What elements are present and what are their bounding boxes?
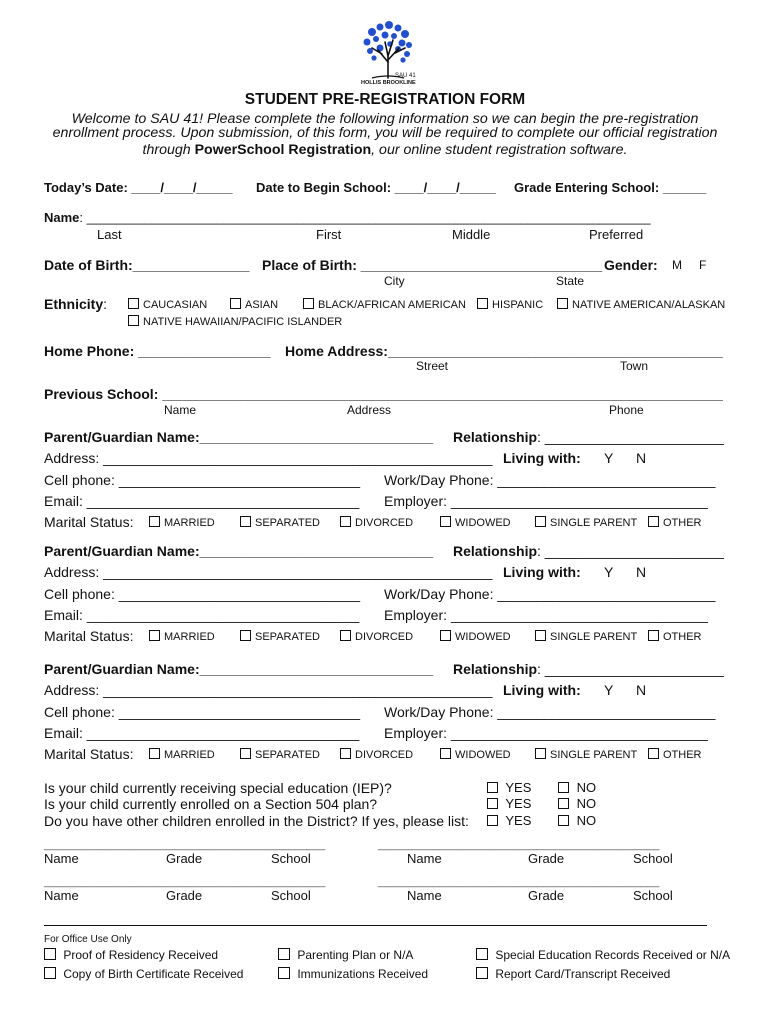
name-label: Name	[44, 210, 80, 225]
checkbox-icon[interactable]	[44, 948, 56, 960]
ethnicity-colon: :	[103, 296, 108, 312]
guardian-1-relationship-field[interactable]	[453, 430, 724, 444]
siblings-yes[interactable]	[487, 814, 531, 827]
checkbox-icon[interactable]	[340, 748, 351, 759]
guardian-2-marital-married-label: MARRIED	[164, 631, 215, 643]
home-address-field[interactable]: Home Address:___________________________________________	[285, 343, 723, 359]
guardian-2-marital-label: Marital Status:	[44, 628, 134, 644]
sibling-col-school-1: School	[271, 851, 311, 866]
checkbox-icon[interactable]	[128, 298, 139, 309]
name-field[interactable]	[44, 211, 651, 224]
guardian-1-email-field[interactable]: Email: ___________________________________	[44, 493, 360, 509]
prev-sub-phone: Phone	[609, 403, 644, 417]
office-residency-label: Proof of Residency Received	[63, 948, 219, 962]
guardian-3-marital-widowed-label: WIDOWED	[455, 749, 511, 761]
sibling-line-2-right[interactable]: ______________________________________________	[378, 876, 660, 888]
guardian-3-marital-other-label: OTHER	[663, 749, 702, 761]
sibling-col-school-4: School	[633, 888, 673, 903]
grade-entering-field[interactable]: Grade Entering School: ______	[514, 180, 707, 195]
guardian-2-employer-field[interactable]: Employer: _________________________________	[384, 607, 708, 623]
office-sped-records-label: Special Education Records Received or N/A	[495, 948, 731, 962]
iep-no-label: NO	[576, 780, 597, 795]
office-immunizations[interactable]	[278, 967, 428, 980]
checkbox-icon[interactable]	[476, 967, 488, 979]
iep-yes-label: YES	[505, 780, 532, 795]
checkbox-icon[interactable]	[487, 798, 498, 809]
name-line: : ______________________________________________________________________________	[79, 210, 651, 225]
ethnicity-label-text: Ethnicity	[44, 296, 104, 312]
name-sub-last: Last	[97, 227, 122, 242]
siblings-yes-label: YES	[505, 813, 532, 828]
guardian-1-cell-field[interactable]: Cell phone: _______________________________	[44, 472, 361, 488]
guardian-3-employer-field[interactable]: Employer: _________________________________	[384, 725, 708, 741]
checkbox-icon[interactable]	[440, 630, 451, 641]
gender-m[interactable]: M	[672, 258, 682, 272]
checkbox-icon[interactable]	[648, 630, 659, 641]
office-divider	[44, 925, 707, 926]
siblings-no[interactable]	[558, 814, 596, 827]
guardian-2-relationship-label: Relationship	[453, 543, 538, 559]
home-phone-field[interactable]: Home Phone: _________________	[44, 343, 271, 359]
checkbox-icon[interactable]	[558, 815, 569, 826]
todays-date-field[interactable]: Today’s Date: ____/____/_____	[44, 180, 233, 195]
guardian-2-email-field[interactable]: Email: ___________________________________	[44, 607, 360, 623]
pob-field[interactable]: Place of Birth: _______________________________	[262, 257, 603, 273]
checkbox-icon[interactable]	[303, 298, 314, 309]
name-sub-first: First	[316, 227, 342, 242]
checkbox-icon[interactable]	[558, 782, 569, 793]
sibling-col-grade-1: Grade	[166, 851, 203, 866]
prev-sub-name: Name	[164, 403, 197, 417]
guardian-3-living-no[interactable]: N	[636, 682, 647, 698]
ethnicity-label	[44, 297, 107, 311]
checkbox-icon[interactable]	[487, 815, 498, 826]
guardian-3-address-field[interactable]: Address: __________________________________________________	[44, 682, 493, 698]
checkbox-icon[interactable]	[476, 948, 488, 960]
guardian-3-marital-label: Marital Status:	[44, 746, 134, 762]
checkbox-icon[interactable]	[149, 630, 160, 641]
guardian-1-address-field[interactable]: Address: __________________________________________________	[44, 450, 493, 466]
begin-date-field[interactable]: Date to Begin School: ____/____/_____	[256, 180, 496, 195]
guardian-3-marital-separated-label: SEPARATED	[255, 749, 320, 761]
guardian-3-marital-other[interactable]	[648, 748, 702, 761]
pob-sub-state: State	[556, 274, 585, 288]
guardian-3-marital-married-label: MARRIED	[164, 749, 215, 761]
intro-line-3-start: through	[142, 142, 195, 158]
form-title: STUDENT PRE-REGISTRATION FORM	[244, 91, 526, 108]
guardian-3-marital-single-parent-label: SINGLE PARENT	[550, 749, 638, 761]
guardian-2-marital-divorced[interactable]	[340, 630, 413, 643]
pob-sub-city: City	[384, 274, 405, 288]
guardian-3-name-field[interactable]: Parent/Guardian Name:______________________________	[44, 661, 434, 677]
guardian-3-living-yes[interactable]: Y	[604, 682, 614, 698]
sibling-col-name-3: Name	[44, 888, 79, 903]
intro-powerschool: PowerSchool Registration	[194, 142, 372, 158]
guardian-3-marital-single-parent[interactable]	[535, 748, 637, 761]
guardian-1-living-yes[interactable]: Y	[604, 450, 614, 466]
question-siblings: Do you have other children enrolled in the District? If yes, please list:	[44, 813, 469, 829]
previous-school-field[interactable]: Previous School: ________________________________________________________________________	[44, 386, 723, 402]
intro-line-2: enrollment process. Upon submission, of this form, you will be required to complete our official registration	[52, 125, 718, 141]
guardian-1-marital-divorced-label: DIVORCED	[355, 517, 414, 529]
gender-label: Gender:	[604, 257, 658, 273]
sibling-line-1-right[interactable]: ______________________________________________	[378, 839, 660, 851]
guardian-3-relationship-label: Relationship	[453, 661, 538, 677]
checkbox-icon[interactable]	[240, 516, 251, 527]
sibling-col-grade-4: Grade	[528, 888, 565, 903]
office-report-card-label: Report Card/Transcript Received	[495, 967, 671, 981]
checkbox-icon[interactable]	[487, 782, 498, 793]
guardian-2-marital-widowed-label: WIDOWED	[455, 631, 511, 643]
intro-line-3-end: , our online student registration software.	[371, 142, 628, 158]
guardian-1-marital-single-parent[interactable]	[535, 516, 637, 529]
ethnicity-hawaiian[interactable]	[128, 315, 342, 328]
guardian-1-marital-married-label: MARRIED	[164, 517, 215, 529]
iep-no[interactable]	[558, 781, 596, 794]
sibling-col-name-4: Name	[407, 888, 442, 903]
guardian-3-relationship-line: : _______________________	[537, 661, 724, 677]
dob-field[interactable]: Date of Birth:_______________	[44, 257, 250, 273]
checkbox-icon[interactable]	[648, 748, 659, 759]
checkbox-icon[interactable]	[278, 948, 290, 960]
guardian-2-living-yes[interactable]: Y	[604, 564, 614, 580]
guardian-1-marital-married[interactable]	[149, 516, 215, 529]
question-504: Is your child currently enrolled on a Section 504 plan?	[44, 796, 378, 812]
checkbox-icon[interactable]	[535, 630, 546, 641]
guardian-2-work-phone-field[interactable]: Work/Day Phone: ____________________________	[384, 586, 716, 602]
checkbox-icon[interactable]	[535, 516, 546, 527]
checkbox-icon[interactable]	[557, 298, 568, 309]
504-yes-label: YES	[505, 796, 532, 811]
siblings-no-label: NO	[576, 813, 597, 828]
guardian-3-relationship-field[interactable]	[453, 662, 724, 676]
guardian-1-marital-widowed-label: WIDOWED	[455, 517, 511, 529]
guardian-1-marital-separated-label: SEPARATED	[255, 517, 320, 529]
office-parenting-plan-label: Parenting Plan or N/A	[297, 948, 414, 962]
guardian-1-marital-single-parent-label: SINGLE PARENT	[550, 517, 638, 529]
guardian-3-marital-widowed[interactable]	[440, 748, 511, 761]
sibling-col-grade-2: Grade	[528, 851, 565, 866]
guardian-3-email-field[interactable]: Email: ___________________________________	[44, 725, 360, 741]
address-sub-street: Street	[416, 359, 449, 373]
office-birth-cert-label: Copy of Birth Certificate Received	[63, 967, 244, 981]
guardian-3-work-phone-field[interactable]: Work/Day Phone: ____________________________	[384, 704, 716, 720]
name-sub-preferred: Preferred	[589, 227, 644, 242]
sibling-col-grade-3: Grade	[166, 888, 203, 903]
logo-district-text: HOLLIS BROOKLINE	[361, 80, 416, 86]
guardian-2-marital-separated-label: SEPARATED	[255, 631, 320, 643]
guardian-2-marital-married[interactable]	[149, 630, 215, 643]
504-no[interactable]	[558, 797, 596, 810]
ethnicity-caucasian[interactable]	[128, 298, 207, 311]
sibling-col-name-2: Name	[407, 851, 442, 866]
guardian-2-relationship-line: : _______________________	[537, 543, 724, 559]
office-birth-cert[interactable]	[44, 967, 243, 980]
guardian-2-marital-separated[interactable]	[240, 630, 320, 643]
guardian-1-relationship-label: Relationship	[453, 429, 538, 445]
guardian-1-marital-other-label: OTHER	[663, 517, 702, 529]
gender-f[interactable]: F	[699, 258, 707, 272]
ethnicity-label-caucasian: CAUCASIAN	[143, 299, 208, 311]
guardian-1-work-phone-field[interactable]: Work/Day Phone: ____________________________	[384, 472, 716, 488]
guardian-2-marital-divorced-label: DIVORCED	[355, 631, 414, 643]
guardian-2-name-field[interactable]: Parent/Guardian Name:______________________________	[44, 543, 434, 559]
office-report-card[interactable]	[476, 967, 670, 980]
guardian-2-marital-single-parent[interactable]	[535, 630, 637, 643]
guardian-2-marital-single-parent-label: SINGLE PARENT	[550, 631, 638, 643]
checkbox-icon[interactable]	[340, 516, 351, 527]
guardian-1-marital-other[interactable]	[648, 516, 702, 529]
guardian-1-marital-widowed[interactable]	[440, 516, 511, 529]
address-sub-town: Town	[620, 359, 649, 373]
guardian-2-relationship-field[interactable]	[453, 544, 724, 558]
sibling-col-name-1: Name	[44, 851, 79, 866]
checkbox-icon[interactable]	[648, 516, 659, 527]
ethnicity-label-hispanic: HISPANIC	[492, 299, 544, 311]
checkbox-icon[interactable]	[535, 748, 546, 759]
checkbox-icon[interactable]	[340, 630, 351, 641]
office-immunizations-label: Immunizations Received	[297, 967, 429, 981]
checkbox-icon[interactable]	[278, 967, 290, 979]
office-sped-records[interactable]	[476, 948, 730, 961]
intro-line-1: Welcome to SAU 41! Please complete the following information so we can begin the pre-registration	[71, 111, 699, 127]
504-yes[interactable]	[487, 797, 531, 810]
guardian-1-marital-separated[interactable]	[240, 516, 320, 529]
guardian-1-employer-field[interactable]: Employer: _________________________________	[384, 493, 708, 509]
office-use-label: For Office Use Only	[44, 934, 132, 945]
sibling-col-school-2: School	[633, 851, 673, 866]
guardian-2-living-no[interactable]: N	[636, 564, 647, 580]
guardian-2-cell-field[interactable]: Cell phone: _______________________________	[44, 586, 361, 602]
iep-yes[interactable]	[487, 781, 531, 794]
office-parenting-plan[interactable]	[278, 948, 413, 961]
ethnicity-native-american[interactable]	[557, 298, 725, 311]
prev-sub-address: Address	[347, 403, 392, 417]
checkbox-icon[interactable]	[477, 298, 488, 309]
ethnicity-hispanic[interactable]	[477, 298, 543, 311]
question-iep: Is your child currently receiving special education (IEP)?	[44, 780, 392, 796]
guardian-2-address-field[interactable]: Address: __________________________________________________	[44, 564, 493, 580]
name-sub-middle: Middle	[452, 227, 491, 242]
office-residency[interactable]	[44, 948, 218, 961]
sibling-line-1-left[interactable]: ______________________________________________	[44, 839, 326, 851]
guardian-3-marital-married[interactable]	[149, 748, 215, 761]
guardian-2-marital-other-label: OTHER	[663, 631, 702, 643]
guardian-3-marital-divorced-label: DIVORCED	[355, 749, 414, 761]
guardian-1-relationship-line: : _______________________	[537, 429, 724, 445]
intro-line-3	[40, 141, 730, 160]
checkbox-icon[interactable]	[440, 748, 451, 759]
ethnicity-label-hawaiian: NATIVE HAWAIIAN/PACIFIC ISLANDER	[143, 316, 343, 328]
checkbox-icon[interactable]	[240, 748, 251, 759]
guardian-3-cell-field[interactable]: Cell phone: _______________________________	[44, 704, 361, 720]
sibling-col-school-3: School	[271, 888, 311, 903]
checkbox-icon[interactable]	[240, 630, 251, 641]
checkbox-icon[interactable]	[558, 798, 569, 809]
guardian-2-marital-widowed[interactable]	[440, 630, 511, 643]
guardian-2-marital-other[interactable]	[648, 630, 702, 643]
guardian-1-living-with-label: Living with:	[503, 450, 581, 466]
checkbox-icon[interactable]	[149, 748, 160, 759]
checkbox-icon[interactable]	[128, 315, 139, 326]
checkbox-icon[interactable]	[440, 516, 451, 527]
ethnicity-label-asian: ASIAN	[245, 299, 279, 311]
ethnicity-label-native-american: NATIVE AMERICAN/ALASKAN	[572, 299, 726, 311]
ethnicity-label-black: BLACK/AFRICAN AMERICAN	[318, 299, 466, 311]
guardian-3-marital-separated[interactable]	[240, 748, 320, 761]
guardian-1-living-no[interactable]: N	[636, 450, 647, 466]
ethnicity-black[interactable]	[303, 298, 466, 311]
guardian-2-living-with-label: Living with:	[503, 564, 581, 580]
ethnicity-asian[interactable]	[230, 298, 278, 311]
logo-sau-text: SAU 41	[395, 73, 416, 79]
504-no-label: NO	[576, 796, 597, 811]
guardian-1-marital-label: Marital Status:	[44, 514, 134, 530]
checkbox-icon[interactable]	[44, 967, 56, 979]
guardian-1-name-field[interactable]: Parent/Guardian Name:______________________________	[44, 429, 434, 445]
guardian-3-marital-divorced[interactable]	[340, 748, 413, 761]
checkbox-icon[interactable]	[230, 298, 241, 309]
sibling-line-2-left[interactable]: ______________________________________________	[44, 876, 326, 888]
guardian-1-marital-divorced[interactable]	[340, 516, 413, 529]
checkbox-icon[interactable]	[149, 516, 160, 527]
guardian-3-living-with-label: Living with:	[503, 682, 581, 698]
